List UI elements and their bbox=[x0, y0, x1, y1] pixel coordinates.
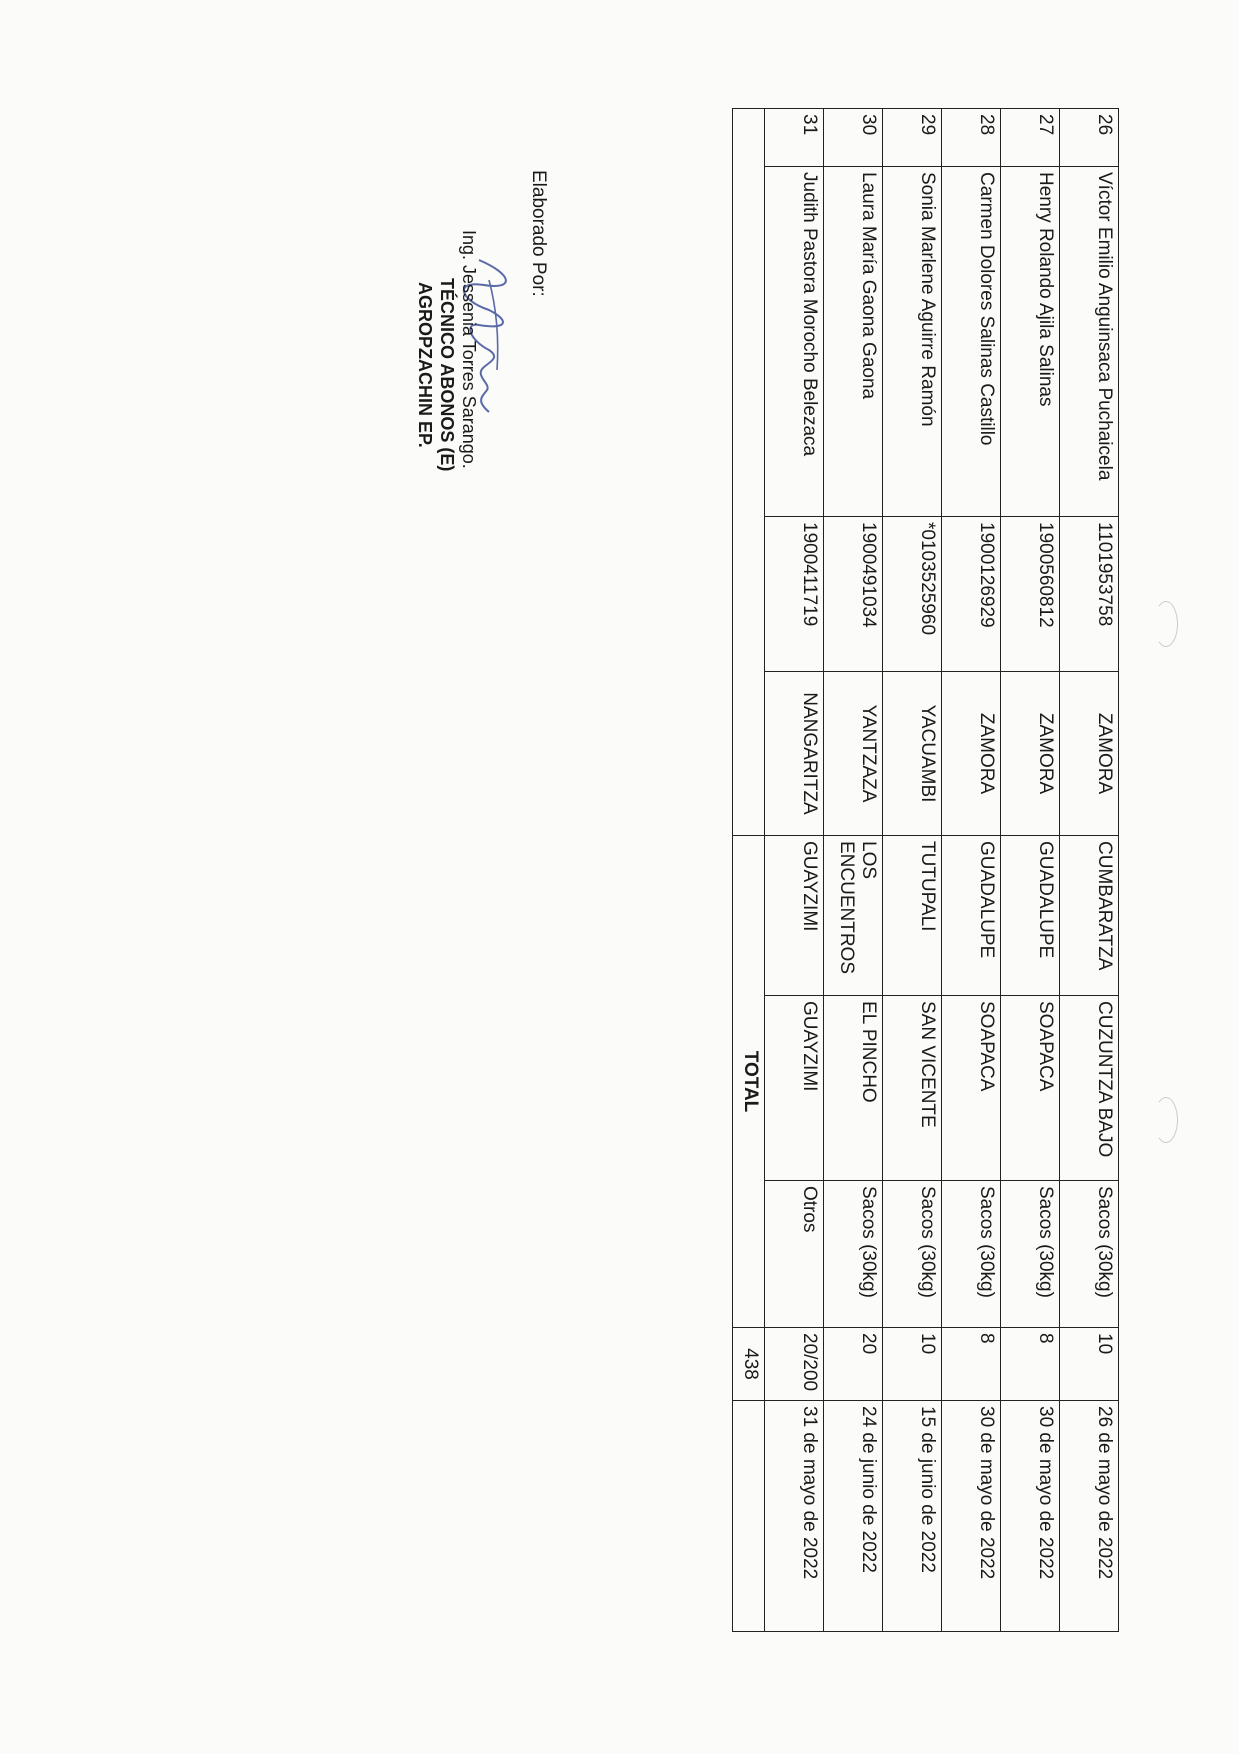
parroquia: GUADALUPE bbox=[942, 836, 1001, 996]
table-row bbox=[1060, 109, 1119, 1632]
id-number: 1900126929 bbox=[942, 517, 1001, 672]
parroquia: GUADALUPE bbox=[1001, 836, 1060, 996]
comunidad: SAN VICENTE bbox=[883, 996, 942, 1181]
prepared-by-label: Elaborado Por: bbox=[528, 170, 549, 297]
comunidad: SOAPACA bbox=[942, 996, 1001, 1181]
canton: ZAMORA bbox=[1060, 672, 1119, 836]
punch-hole-mark bbox=[1154, 1097, 1178, 1143]
total-value: 438 bbox=[733, 1328, 765, 1401]
punch-hole-mark bbox=[1154, 601, 1178, 647]
delivery-date: 30 de mayo de 2022 bbox=[942, 1401, 1001, 1632]
beneficiaries-table bbox=[732, 108, 1119, 1632]
id-number: 1900491034 bbox=[824, 517, 883, 672]
product-type: Otros bbox=[765, 1181, 824, 1328]
product-type: Sacos (30kg) bbox=[883, 1181, 942, 1328]
product-type: Sacos (30kg) bbox=[824, 1181, 883, 1328]
quantity: 10 bbox=[883, 1328, 942, 1401]
delivery-date: 26 de mayo de 2022 bbox=[1060, 1401, 1119, 1632]
beneficiary-name: Sonia Marlene Aguirre Ramón bbox=[883, 167, 942, 517]
beneficiary-name: Carmen Dolores Salinas Castillo bbox=[942, 167, 1001, 517]
delivery-date: 30 de mayo de 2022 bbox=[1001, 1401, 1060, 1632]
row-number: 27 bbox=[1001, 109, 1060, 167]
id-number: 1101953758 bbox=[1060, 517, 1119, 672]
comunidad: EL PINCHO bbox=[824, 996, 883, 1181]
product-type: Sacos (30kg) bbox=[1001, 1181, 1060, 1328]
total-empty-cell bbox=[733, 1401, 765, 1632]
comunidad: GUAYZIMI bbox=[765, 996, 824, 1181]
id-number: 1900411719 bbox=[765, 517, 824, 672]
comunidad: SOAPACA bbox=[1001, 996, 1060, 1181]
parroquia: LOS ENCUENTROS bbox=[824, 836, 883, 996]
table-row bbox=[824, 109, 883, 1632]
canton: ZAMORA bbox=[942, 672, 1001, 836]
parroquia: GUAYZIMI bbox=[765, 836, 824, 996]
comunidad: CUZUNTZA BAJO bbox=[1060, 996, 1119, 1181]
total-label: TOTAL bbox=[733, 836, 765, 1328]
row-number: 28 bbox=[942, 109, 1001, 167]
organization-name: AGROPZACHIN EP. bbox=[415, 282, 435, 448]
quantity: 10 bbox=[1060, 1328, 1119, 1401]
signer-title: TÉCNICO ABONOS (E) bbox=[437, 278, 457, 472]
quantity: 20 bbox=[824, 1328, 883, 1401]
beneficiary-name: Víctor Emilio Anguinsaca Puchaicela bbox=[1060, 167, 1119, 517]
total-row bbox=[733, 109, 765, 1632]
table-row bbox=[765, 109, 824, 1632]
table-row bbox=[942, 109, 1001, 1632]
beneficiary-name: Henry Rolando Ajila Salinas bbox=[1001, 167, 1060, 517]
row-number: 31 bbox=[765, 109, 824, 167]
beneficiary-name: Judith Pastora Morocho Belezaca bbox=[765, 167, 824, 517]
total-spacer bbox=[733, 109, 765, 836]
id-number: 1900560812 bbox=[1001, 517, 1060, 672]
signer-name: Ing. Jessenia Torres Sarango. bbox=[459, 230, 479, 469]
canton: YANTZAZA bbox=[824, 672, 883, 836]
canton: ZAMORA bbox=[1001, 672, 1060, 836]
row-number: 26 bbox=[1060, 109, 1119, 167]
product-type: Sacos (30kg) bbox=[1060, 1181, 1119, 1328]
table-body bbox=[733, 109, 1119, 1632]
delivery-date: 24 de junio de 2022 bbox=[824, 1401, 883, 1632]
quantity: 20/200 bbox=[765, 1328, 824, 1401]
parroquia: CUMBARATZA bbox=[1060, 836, 1119, 996]
delivery-date: 31 de mayo de 2022 bbox=[765, 1401, 824, 1632]
canton: YACUAMBI bbox=[883, 672, 942, 836]
delivery-date: 15 de junio de 2022 bbox=[883, 1401, 942, 1632]
id-number: *0103525960 bbox=[883, 517, 942, 672]
parroquia: TUTUPALI bbox=[883, 836, 942, 996]
table-row bbox=[1001, 109, 1060, 1632]
beneficiary-name: Laura María Gaona Gaona bbox=[824, 167, 883, 517]
canton: NANGARITZA bbox=[765, 672, 824, 836]
row-number: 30 bbox=[824, 109, 883, 167]
row-number: 29 bbox=[883, 109, 942, 167]
product-type: Sacos (30kg) bbox=[942, 1181, 1001, 1328]
quantity: 8 bbox=[942, 1328, 1001, 1401]
table-row bbox=[883, 109, 942, 1632]
quantity: 8 bbox=[1001, 1328, 1060, 1401]
